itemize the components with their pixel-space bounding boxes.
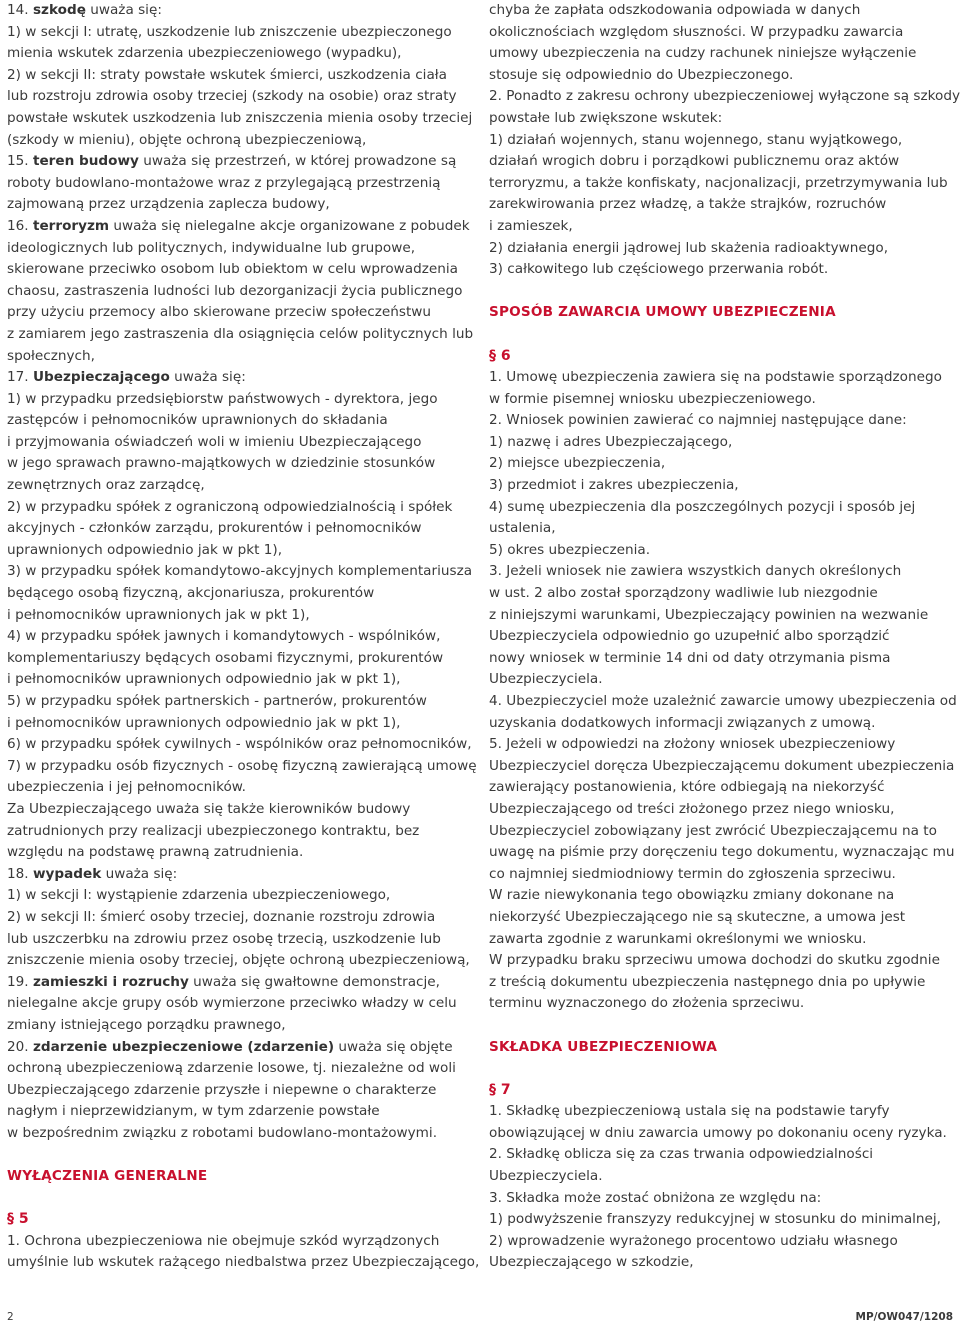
text-span: 6) w przypadku spółek cywilnych - wspólników oraz pełnomocników,	[7, 736, 472, 753]
text-line	[489, 1144, 955, 1166]
text-span: Za Ubezpieczającego uważa się także kierowników budowy	[7, 800, 411, 817]
text-line	[7, 756, 477, 778]
text-line	[489, 1123, 955, 1145]
text-line	[489, 540, 955, 562]
text-line	[489, 1209, 955, 1231]
text-span: W przypadku braku sprzeciwu umowa dochodzi do skutku zgodnie	[489, 952, 940, 969]
text-span: 19.	[7, 973, 33, 990]
text-line	[489, 648, 955, 670]
text-span: 5) w przypadku spółek partnerskich - partnerów, prokurentów	[7, 693, 427, 709]
text-line	[489, 583, 955, 605]
text-span: w ust. 2 albo został sporządzony wadliwie lub niezgodnie	[489, 585, 878, 602]
page-number: 2	[7, 1311, 14, 1323]
text-line	[7, 86, 477, 108]
text-line	[489, 173, 955, 195]
text-span: względu na podstawę prawną zatrudnienia.	[7, 844, 304, 861]
text-span: zniszczenie mienia osoby trzeciej, objęte ochroną ubezpieczeniową,	[7, 952, 470, 969]
text-span: lub rozstroju zdrowia osoby trzeciej (szkody na osobie) oraz straty	[7, 88, 457, 105]
text-span: 4) sumę ubezpieczenia dla poszczególnych pozycji i sposób jej	[489, 498, 916, 515]
text-line	[489, 1101, 955, 1123]
text-span: 2) w sekcji II: śmierć osoby trzeciej, doznanie rozstroju zdrowia	[7, 908, 436, 925]
text-line	[7, 475, 477, 497]
text-span: Ubezpieczyciela.	[489, 671, 603, 688]
text-span: 14.	[7, 2, 33, 18]
text-span: uważa się:	[85, 2, 162, 18]
text-line	[7, 885, 477, 907]
text-line	[7, 216, 477, 238]
text-span: 4) w przypadku spółek jawnych i komandytowych - wspólników,	[7, 628, 441, 645]
text-line	[489, 0, 955, 22]
text-span: 2) w sekcji II: straty powstałe wskutek śmierci, uszkodzenia ciała	[7, 66, 447, 83]
text-span: 5. Jeżeli w odpowiedzi na złożony wniosek ubezpieczeniowy	[489, 736, 896, 753]
text-line	[489, 993, 955, 1015]
text-span: w bezpośrednim związku z robotami budowlano-montażowymi.	[7, 1124, 438, 1141]
text-span: Ubezpieczyciel doręcza Ubezpieczającemu dokument ubezpieczenia	[489, 757, 955, 774]
text-line	[7, 259, 477, 281]
text-line	[7, 734, 477, 756]
text-span: z zamiarem jego zastraszenia dla osiągnięcia celów politycznych lub	[7, 325, 474, 342]
paragraph-number: § 6	[489, 347, 511, 364]
text-span: co najmniej siedmiodniowy termin do zgłoszenia sprzeciwu.	[489, 865, 896, 882]
text-span: 2) miejsce ubezpieczenia,	[489, 455, 666, 472]
paragraph-number: § 7	[489, 1081, 511, 1098]
defined-term: terroryzm	[32, 217, 110, 234]
text-span: i pełnomocników uprawnionych odpowiednio jak w pkt 1),	[7, 714, 401, 731]
defined-term: wypadek	[32, 865, 102, 882]
text-span: będącego osobą fizyczną, akcjonariusza, prokurentów	[7, 585, 375, 602]
text-line	[7, 626, 477, 648]
text-line	[7, 993, 477, 1015]
text-span: stosuje się odpowiednio do Ubezpieczonego.	[489, 66, 794, 83]
text-line	[7, 691, 477, 713]
text-span: umowy ubezpieczenia na cudzy rachunek niniejsze wyłączenie	[489, 45, 917, 62]
text-span: 1) w sekcji I: utratę, uszkodzenie lub zniszczenie ubezpieczonego	[7, 23, 452, 40]
text-span: Ubezpieczającego od treści złożonego przez niego wniosku,	[489, 800, 895, 817]
text-line	[7, 367, 477, 389]
text-span: 5) okres ubezpieczenia.	[489, 541, 651, 558]
text-line	[7, 648, 477, 670]
text-line	[7, 43, 477, 65]
text-line	[489, 885, 955, 907]
text-span: zewnętrznych oraz zarządcę,	[7, 477, 205, 494]
text-line	[7, 561, 477, 583]
paragraph-number: § 5	[7, 1211, 29, 1228]
text-line	[7, 799, 477, 821]
text-line	[7, 281, 477, 303]
text-line	[7, 22, 477, 44]
text-span: Ubezpieczającego w szkodzie,	[489, 1254, 694, 1271]
text-line	[7, 1080, 477, 1102]
section-heading: WYŁĄCZENIA GENERALNE	[7, 1168, 208, 1185]
text-span: roboty budowlano-montażowe wraz z przylegającą przestrzenią	[7, 174, 441, 191]
text-line	[489, 497, 955, 519]
text-span: 20.	[7, 1038, 33, 1055]
text-span: 2. Wniosek powinien zawierać co najmniej następujące dane:	[489, 412, 907, 429]
text-span: skierowane przeciwko osobom lub obiektom w celu wprowadzenia	[7, 261, 458, 278]
text-line	[7, 302, 477, 324]
section-heading: SPOSÓB ZAWARCIA UMOWY UBEZPIECZENIA	[489, 304, 836, 321]
right-column	[489, 0, 960, 1274]
text-line	[489, 65, 955, 87]
text-span: 3) całkowitego lub częściowego przerwania robót.	[489, 261, 829, 278]
text-span: 15.	[7, 153, 33, 170]
text-line	[7, 1015, 477, 1037]
spacer	[489, 281, 955, 303]
text-span: 1. Ochrona ubezpieczeniowa nie obejmuje szkód wyrządzonych	[7, 1232, 440, 1249]
defined-term: teren budowy	[32, 153, 139, 170]
text-span: 1) nazwę i adres Ubezpieczającego,	[489, 433, 733, 450]
text-span: ochroną ubezpieczeniową zdarzenie losowe, tj. niezależne od woli	[7, 1060, 456, 1077]
section-heading: SKŁADKA UBEZPIECZENIOWA	[489, 1038, 718, 1055]
text-span: terminu wyznaczonego do złożenia sprzeciwu.	[489, 995, 805, 1012]
text-line	[7, 1252, 480, 1274]
text-line	[7, 1101, 477, 1123]
text-line	[7, 173, 477, 195]
text-span: 2. Ponadto z zakresu ochrony ubezpieczeniowej wyłączone są szkody	[489, 88, 960, 105]
text-span: 1) w przypadku przedsiębiorstw państwowych - dyrektora, jego	[7, 390, 438, 407]
text-line	[7, 497, 477, 519]
spacer	[7, 1188, 477, 1210]
text-line	[489, 238, 955, 260]
text-span: Ubezpieczyciela odpowiednio go uzupełnić albo sporządzić	[489, 628, 890, 645]
text-span: komplementariuszy będących osobami fizycznymi, prokurentów	[7, 649, 444, 666]
text-line	[489, 972, 955, 994]
text-line	[7, 605, 477, 627]
text-span: (szkody w mieniu), objęte ochroną ubezpieczeniową,	[7, 131, 367, 148]
text-line	[7, 842, 477, 864]
text-line	[489, 842, 955, 864]
text-line	[7, 929, 477, 951]
text-line	[7, 777, 477, 799]
text-span: 17.	[7, 369, 33, 386]
defined-term: Ubezpieczającego	[32, 369, 170, 386]
text-line	[7, 1037, 477, 1059]
spacer	[7, 1144, 477, 1166]
text-span: zawarta zgodnie z warunkami określonymi we wniosku.	[489, 930, 867, 947]
text-line	[7, 410, 477, 432]
text-span: powstałe wskutek uszkodzenia lub zniszczenia mienia osoby trzeciej	[7, 109, 473, 126]
text-span: ubezpieczenia i jej pełnomocników.	[7, 779, 246, 796]
text-span: 1. Składkę ubezpieczeniową ustala się na podstawie taryfy	[489, 1103, 890, 1120]
text-span: przy użyciu przemocy albo skierowane przeciw społeczeństwu	[7, 304, 432, 321]
text-line	[489, 907, 955, 929]
text-span: zajmowaną przez urządzenia zaplecza budowy,	[7, 196, 330, 213]
text-line	[489, 1231, 955, 1253]
text-line	[489, 410, 955, 432]
text-line	[489, 518, 955, 540]
text-line	[7, 907, 477, 929]
text-span: terroryzmu, a także konfiskaty, nacjonalizacji, przetrzymywania lub	[489, 174, 948, 191]
text-span: uważa się gwałtowne demonstracje,	[188, 973, 440, 990]
text-line	[489, 22, 955, 44]
text-line	[7, 1123, 477, 1145]
text-line	[7, 346, 477, 368]
text-span: nielegalne akcje grupy osób wymierzone przeciwko władzy w celu	[7, 995, 457, 1012]
text-span: powstałe lub zwiększone wskutek:	[489, 109, 723, 126]
text-span: uważa się:	[101, 865, 178, 882]
text-span: zarekwirowania przez władzę, a także strajków, rozruchów	[489, 196, 887, 213]
text-line	[489, 1188, 955, 1210]
text-line	[7, 151, 477, 173]
text-line	[489, 259, 955, 281]
text-span: zawierający postanowienia, które odbiegają na niekorzyść	[489, 779, 885, 796]
text-line	[7, 821, 477, 843]
text-span: Ubezpieczającego zdarzenie przyszłe i niepewne o charakterze	[7, 1081, 437, 1098]
text-line	[489, 130, 955, 152]
text-span: w jego sprawach prawno-majątkowych w dziedzinie stosunków	[7, 455, 436, 472]
text-line	[7, 950, 477, 972]
text-span: chaosu, zastraszenia ludności lub dezorganizacji życia publicznego	[7, 282, 463, 299]
text-line	[7, 432, 477, 454]
spacer	[489, 1015, 955, 1037]
text-line	[489, 929, 955, 951]
text-span: społecznych,	[7, 347, 95, 364]
spacer	[489, 1058, 955, 1080]
text-span: 16.	[7, 217, 33, 234]
text-span: W razie niewykonania tego obowiązku zmiany dokonane na	[489, 887, 895, 904]
text-span: okolicznościach względom słuszności. W przypadku zawarcia	[489, 23, 904, 40]
text-span: uważa się nielegalne akcje organizowane z pobudek	[109, 217, 470, 234]
text-line	[489, 777, 955, 799]
text-line	[489, 389, 955, 411]
text-span: niekorzyść Ubezpieczającego nie są skuteczne, a umowa jest	[489, 908, 906, 925]
text-line	[7, 1058, 477, 1080]
defined-term: zdarzenie ubezpieczeniowe (zdarzenie)	[32, 1038, 335, 1055]
text-span: 3) przedmiot i zakres ubezpieczenia,	[489, 477, 739, 494]
text-span: 3. Składka może zostać obniżona ze względu na:	[489, 1189, 822, 1206]
text-line	[489, 453, 955, 475]
text-span: 3. Jeżeli wniosek nie zawiera wszystkich danych określonych	[489, 563, 902, 580]
text-span: uzyskania dodatkowych informacji związanych z umową.	[489, 714, 876, 731]
text-span: zmiany istniejącego porządku prawnego,	[7, 1016, 286, 1033]
text-span: 3) w przypadku spółek komandytowo-akcyjnych komplementariusza	[7, 563, 473, 580]
text-span: z treścią dokumentu ubezpieczenia następnego dnia po upływie	[489, 973, 926, 990]
text-span: zastępców i pełnomocników uprawnionych do składania	[7, 412, 388, 429]
text-line	[489, 864, 955, 886]
text-line	[489, 1166, 955, 1188]
text-span: uwagę na piśmie przy doręczeniu tego dokumentu, wyznaczając mu	[489, 844, 955, 861]
text-span: ustalenia,	[489, 520, 556, 537]
text-line	[7, 65, 477, 87]
text-span: 7) w przypadku osób fizycznych - osobę fizyczną zawierającą umowę	[7, 757, 477, 774]
text-line	[7, 583, 477, 605]
text-span: uważa się:	[169, 369, 246, 386]
text-span: uważa się objęte	[334, 1038, 453, 1055]
text-line	[7, 972, 477, 994]
document-code: MP/OW047/1208	[855, 1311, 953, 1323]
text-line	[7, 324, 477, 346]
text-span: i przyjmowania oświadczeń woli w imieniu Ubezpieczającego	[7, 433, 422, 450]
text-line	[489, 194, 955, 216]
text-line	[7, 540, 477, 562]
text-span: 2. Składkę oblicza się za czas trwania odpowiedzialności	[489, 1146, 874, 1163]
text-span: umyślnie lub wskutek rażącego niedbalstwa przez Ubezpieczającego,	[7, 1254, 480, 1271]
text-line	[489, 43, 955, 65]
text-line	[489, 561, 955, 583]
text-line	[7, 194, 477, 216]
text-line	[7, 108, 477, 130]
text-span: 2) wprowadzenie wyrażonego procentowo udziału własnego	[489, 1232, 898, 1249]
text-span: uważa się przestrzeń, w której prowadzone są	[138, 153, 457, 170]
text-span: 4. Ubezpieczyciel może uzależnić zawarcie umowy ubezpieczenia od	[489, 693, 957, 709]
text-line	[489, 475, 955, 497]
text-span: 18.	[7, 865, 33, 882]
text-line	[7, 130, 477, 152]
text-line	[489, 432, 955, 454]
text-line	[489, 605, 955, 627]
text-span: nowy wniosek w terminie 14 dni od daty otrzymania pisma	[489, 649, 891, 666]
text-span: ideologicznych lub politycznych, indywidualne lub grupowe,	[7, 239, 416, 256]
left-column	[7, 0, 480, 1274]
text-line	[489, 108, 955, 130]
defined-term: zamieszki i rozruchy	[32, 973, 189, 990]
text-line	[7, 864, 477, 886]
text-line	[489, 950, 955, 972]
text-line	[489, 821, 955, 843]
text-span: Ubezpieczyciel zobowiązany jest zwrócić Ubezpieczającemu na to	[489, 822, 937, 839]
text-line	[489, 1252, 955, 1274]
text-span: nagłym i nieprzewidzianym, w tym zdarzenie powstałe	[7, 1103, 380, 1120]
text-span: 1) w sekcji I: wystąpienie zdarzenia ubezpieczeniowego,	[7, 887, 391, 904]
text-span: i zamieszek,	[489, 217, 573, 234]
text-span: Ubezpieczyciela.	[489, 1168, 603, 1185]
text-span: działań wrogich dobru i porządkowi publicznemu oraz aktów	[489, 153, 900, 170]
text-span: uprawnionych odpowiednio jak w pkt 1),	[7, 541, 283, 558]
text-span: z niniejszymi warunkami, Ubezpieczający powinien na wezwanie	[489, 606, 929, 623]
text-line	[489, 756, 955, 778]
text-span: w formie pisemnej wniosku ubezpieczeniowego.	[489, 390, 816, 407]
text-line	[489, 799, 955, 821]
text-span: zatrudnionych przy realizacji ubezpieczonego kontraktu, bez	[7, 822, 420, 839]
text-line	[489, 86, 960, 108]
text-line	[7, 669, 477, 691]
text-span: 1) podwyższenie franszyzy redukcyjnej w stosunku do minimalnej,	[489, 1211, 942, 1228]
text-line	[489, 151, 955, 173]
text-span: obowiązującej w dniu zawarcia umowy po dokonaniu oceny ryzyka.	[489, 1124, 947, 1141]
text-span: chyba że zapłata odszkodowania odpowiada w danych	[489, 2, 861, 18]
defined-term: szkodę	[32, 2, 86, 18]
text-line	[7, 1231, 477, 1253]
text-span: mienia wskutek zdarzenia ubezpieczeniowego (wypadku),	[7, 45, 402, 62]
text-line	[489, 691, 955, 713]
text-line	[489, 216, 955, 238]
text-line	[489, 713, 955, 735]
text-span: 2) w przypadku spółek z ograniczoną odpowiedzialnością i spółek	[7, 498, 453, 515]
text-span: akcyjnych - członków zarządu, prokurentów i pełnomocników	[7, 520, 422, 537]
text-span: 1) działań wojennych, stanu wojennego, stanu wyjątkowego,	[489, 131, 903, 148]
text-line	[7, 0, 477, 22]
text-line	[7, 389, 477, 411]
text-line	[7, 518, 477, 540]
text-span: 1. Umowę ubezpieczenia zawiera się na podstawie sporządzonego	[489, 369, 942, 386]
text-line	[489, 734, 955, 756]
spacer	[489, 324, 955, 346]
text-span: i pełnomocników uprawnionych jak w pkt 1),	[7, 606, 310, 623]
text-span: 2) działania energii jądrowej lub skażenia radioaktywnego,	[489, 239, 889, 256]
text-line	[489, 669, 955, 691]
text-span: lub uszczerbku na zdrowiu przez osobę trzecią, uszkodzenie lub	[7, 930, 441, 947]
text-line	[489, 626, 955, 648]
text-line	[7, 453, 477, 475]
text-line	[7, 713, 477, 735]
text-line	[489, 367, 955, 389]
text-line	[7, 238, 477, 260]
text-span: i pełnomocników uprawnionych odpowiednio jak w pkt 1),	[7, 671, 401, 688]
